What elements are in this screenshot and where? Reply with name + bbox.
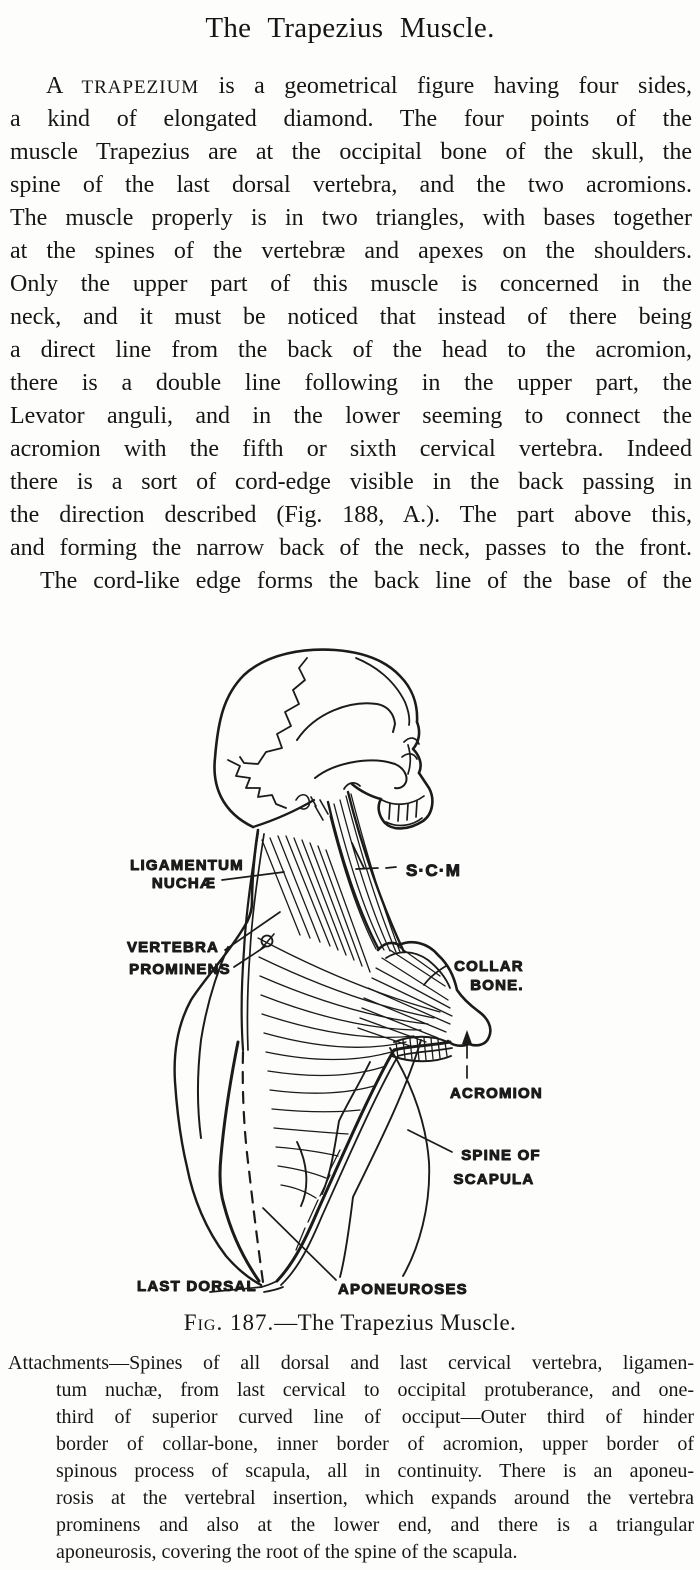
text-line: spine of the last dorsal vertebra, and the two acromions.	[10, 172, 692, 198]
smallcaps-word: TRAPEZIUM	[81, 77, 200, 98]
text-line: Levator anguli, and in the lower seeming to connect the	[10, 403, 692, 429]
label-vertebra-line2: PROMINENS	[129, 961, 231, 978]
scm-leader	[356, 867, 396, 869]
paragraph-2-line: The cord-like edge forms the back line of the base of the	[40, 568, 692, 594]
text-line: acromion with the fifth or sixth cervical vertebra. Indeed	[10, 436, 692, 462]
text-line: tum nuchæ, from last cervical to occipital protuberance, and one-	[56, 1379, 694, 1401]
text-line: a kind of elongated diamond. The four points of the	[10, 106, 692, 132]
skull-drawing	[214, 650, 432, 829]
page-title: The Trapezius Muscle.	[205, 12, 495, 44]
body-text	[10, 70, 692, 598]
label-vertebra-line1: VERTEBRA	[126, 939, 220, 956]
cord-edge-line	[277, 1042, 450, 1281]
caption-figure-title: —The Trapezius Muscle.	[274, 1310, 517, 1335]
label-ligamentum-line2: NUCHÆ	[151, 875, 217, 892]
label-collar-line1: COLLAR	[454, 958, 524, 975]
label-ligamentum-line1: LIGAMENTUM	[130, 857, 244, 874]
first-line-rest: is a geometrical figure having four sides,	[199, 73, 693, 99]
aponeuroses-leader	[263, 1208, 336, 1280]
text-line: Only the upper part of this muscle is concerned in the	[10, 271, 692, 297]
vertebral-dashed-line	[243, 1052, 263, 1282]
attachments-paragraph	[8, 1350, 694, 1566]
label-spine-line1: SPINE OF	[461, 1147, 541, 1164]
label-scm: S·C·M	[406, 861, 462, 880]
acromion-arrowhead	[462, 1030, 472, 1044]
shoulder-bones-drawing	[297, 942, 490, 1277]
text-line: third of superior curved line of occiput—Outer third of hinder	[56, 1406, 694, 1428]
text-line: prominens and also at the lower end, and there is a triangular	[56, 1514, 694, 1536]
text-line: at the spines of the vertebræ and apexes on the shoulders.	[10, 238, 692, 264]
text-line: border of collar-bone, inner border of acromion, upper border of	[56, 1433, 694, 1455]
label-aponeuroses: APONEUROSES	[338, 1281, 468, 1298]
spine-of-scapula-leader	[408, 1130, 452, 1152]
figure-187	[0, 620, 700, 1312]
neck-hatching	[262, 836, 370, 972]
lead-word: A	[46, 73, 82, 99]
label-spine-line2: SCAPULA	[453, 1171, 535, 1188]
text-line: there is a sort of cord-edge visible in the back passing in	[10, 469, 692, 495]
trapezius-figure-drawing	[0, 620, 700, 1312]
neck-and-spine-drawing	[175, 830, 274, 1285]
text-line: the direction described (Fig. 188, A.). The part above this,	[10, 502, 692, 528]
text-line: a direct line from the back of the head to the acromion,	[10, 337, 692, 363]
leader-lines	[210, 867, 472, 1292]
text-line: Attachments—Spines of all dorsal and last cervical vertebra, ligamen-	[8, 1352, 694, 1374]
paragraph-1-lines	[10, 103, 692, 565]
paragraph-1-first-line	[10, 70, 692, 103]
label-last-dorsal: LAST DORSAL	[137, 1278, 257, 1295]
label-acromion: ACROMION	[450, 1085, 543, 1102]
figure-caption	[0, 1310, 700, 1336]
figure-labels	[127, 857, 543, 1298]
label-collar-line2: BONE.	[470, 977, 524, 994]
text-line: muscle Trapezius are at the occipital bone of the skull, the	[10, 139, 692, 165]
text-line: aponeurosis, covering the root of the spine of the scapula.	[56, 1541, 518, 1563]
scm-muscle-drawing	[328, 792, 404, 952]
text-line: and forming the narrow back of the neck, passes to the front.	[10, 535, 692, 561]
text-line: there is a double line following in the upper part, the	[10, 370, 692, 396]
text-line: neck, and it must be noticed that instead of there being	[10, 304, 692, 330]
caption-figure-number: Fig. 187.	[183, 1310, 275, 1335]
text-line: rosis at the vertebral insertion, which expands around the vertebra	[56, 1487, 694, 1509]
text-line: spinous process of scapula, all in continuity. There is an aponeu-	[56, 1460, 694, 1482]
shoulder-hatching	[358, 946, 452, 1046]
text-line: The muscle properly is in two triangles, with bases together	[10, 205, 692, 231]
